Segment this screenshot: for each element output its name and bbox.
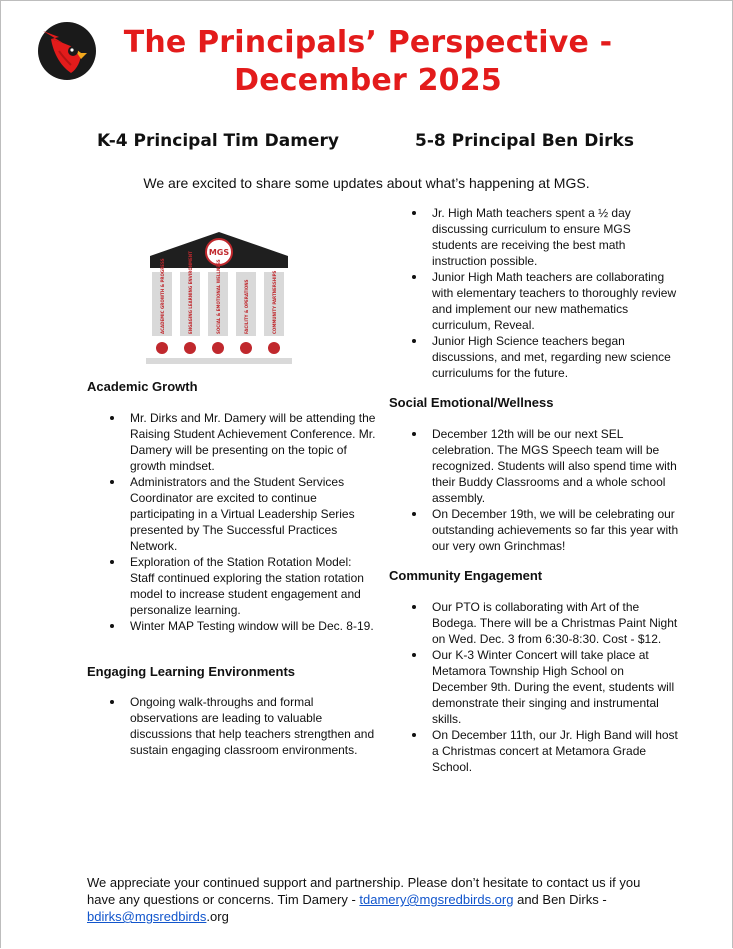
section-heading-engaging: Engaging Learning Environments (87, 664, 296, 679)
list-item: Ongoing walk-throughs and formal observations are leading to valuable discussions that help teachers strengthen and sustain engaging classroom environments. (130, 694, 377, 758)
pillar-icon-2 (184, 342, 196, 354)
list-item: Our PTO is collaborating with Art of the Bodega. There will be a Christmas Paint Night on Wed. Dec. 3 from 6:30-8:30. Cost - $12. (432, 600, 678, 646)
pillar-label-1: ACADEMIC GROWTH & PROGRESS (160, 258, 165, 334)
pillar-label-3: SOCIAL & EMOTIONAL WELLNESS (216, 259, 221, 334)
footer-text-after: .org (206, 909, 229, 924)
title-line-1: The Principals’ Perspective - (123, 25, 613, 60)
left-column (87, 378, 377, 758)
pillar-label-4: FACILITY & OPERATIONS (244, 279, 249, 334)
section-heading-community: Community Engagement (389, 568, 543, 583)
list-item: Winter MAP Testing window will be Dec. 8-19. (130, 618, 377, 634)
intro-text: We are excited to share some updates about what’s happening at MGS. (143, 175, 590, 191)
list-item: Jr. High Math teachers spent a ½ day discussing curriculum to ensure MGS students are receiving the best math instruction possible. (432, 205, 679, 269)
list-item: On December 19th, we will be celebrating our outstanding achievements so far this year with our very own Grinchmas! (432, 507, 679, 553)
pillar-icon-3 (212, 342, 224, 354)
engaging-list (87, 694, 377, 758)
list-item: On December 11th, our Jr. High Band will host a Christmas concert at Metamora Grade School. (432, 728, 678, 774)
social-emotional-list (389, 426, 679, 554)
section-heading-academic: Academic Growth (87, 379, 198, 394)
math-science-list (389, 205, 679, 381)
section-heading-social-emotional: Social Emotional/Wellness (389, 395, 554, 410)
list-item: Mr. Dirks and Mr. Damery will be attending the Raising Student Achievement Conference. Mr. Damery will be presenting on the topic of growth mindset. (130, 411, 376, 473)
community-list (389, 599, 679, 775)
footer-text-before: We appreciate your continued support and partnership. Please don’t hesitate to contact us if you have any questions or concerns. Tim Damery - (87, 875, 641, 907)
mgs-pillars-graphic (146, 226, 292, 364)
pillar-label-2: ENGAGING LEARNING ENVIRONMENT (188, 251, 193, 334)
email-link-bdirks[interactable]: bdirks@mgsredbirds (87, 909, 207, 924)
list-item: Junior High Science teachers began discussions, and met, regarding new science curriculums for the future. (432, 333, 679, 381)
pillar-icon-1 (156, 342, 168, 354)
email-link-tdamery[interactable]: tdamery@mgsredbirds.org (359, 892, 514, 907)
ms-principal-heading: 5-8 Principal Ben Dirks (415, 131, 634, 151)
footer-text (87, 874, 667, 925)
k4-principal-heading: K-4 Principal Tim Damery (97, 131, 339, 151)
pillar-icon-5 (268, 342, 280, 354)
page-title (98, 24, 638, 100)
list-item: Junior High Math teachers are collaborating with elementary teachers to thoroughly review and implement our new mathematics curriculum, Reveal. (432, 269, 679, 333)
list-item: December 12th will be our next SEL celebration. The MGS Speech team will be recognized. Students will also spend time with their Buddy Classrooms and a whole school assembly. (432, 426, 679, 506)
list-item: Administrators and the Student Services Coordinator are excited to continue participating in a Virtual Leadership Series presented by The Successful Practices Network. (130, 474, 377, 554)
title-line-2: December 2025 (234, 63, 502, 98)
pillars-roof-label: MGS (208, 248, 230, 257)
right-column (389, 205, 679, 775)
list-item: Exploration of the Station Rotation Model: Staff continued exploring the station rotation model to increase student engagement and personalize learning. (130, 554, 377, 618)
pillar-label-5: COMMUNITY PARTNERSHIPS (272, 270, 277, 334)
cardinal-logo-icon (37, 21, 97, 81)
footer-text-middle: and Ben Dirks - (513, 892, 607, 907)
list-item: Our K-3 Winter Concert will take place at Metamora Township High School on December 9th. During the event, students will demonstrate their singing and instrumental skills. (432, 647, 679, 727)
academic-list (87, 410, 377, 634)
pillar-icon-4 (240, 342, 252, 354)
